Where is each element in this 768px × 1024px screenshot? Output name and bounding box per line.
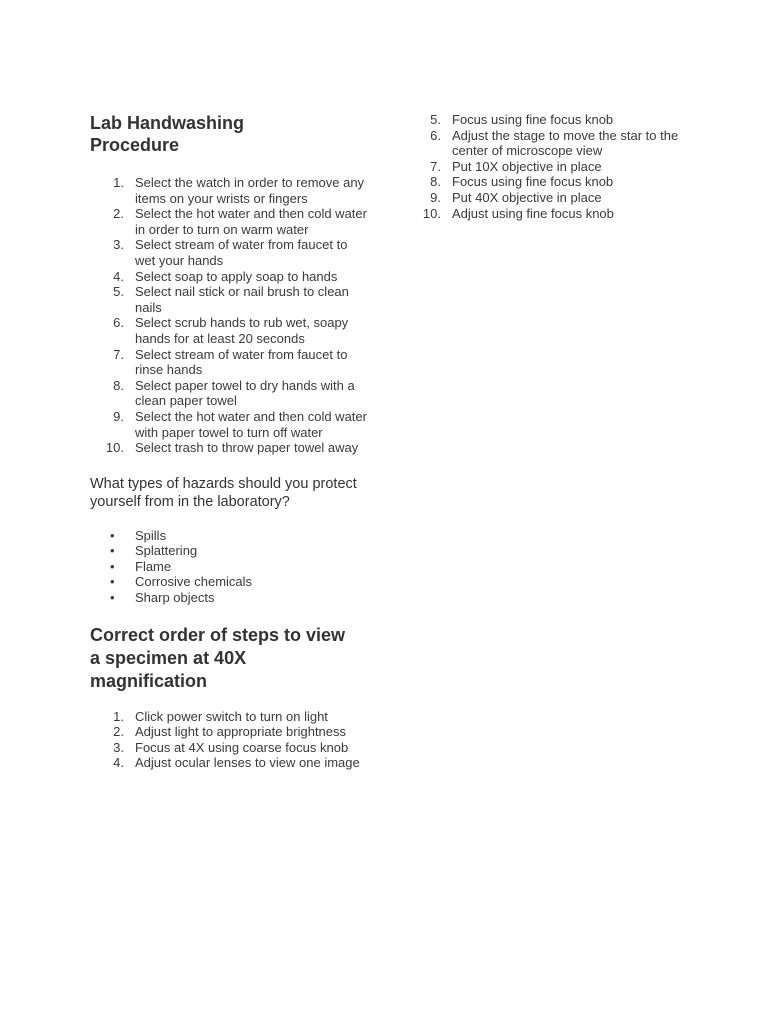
list-item: [90, 237, 370, 268]
list-number: 5.: [113, 284, 124, 300]
list-number: 1.: [113, 708, 124, 724]
list-number: 2.: [113, 206, 124, 222]
list-item: [90, 206, 370, 237]
list-item: [90, 574, 370, 590]
list-item: [407, 206, 697, 222]
hazards-list: [90, 528, 370, 606]
list-number: 3.: [113, 237, 124, 253]
list-item: [90, 543, 370, 559]
list-item-text: Click power switch to turn on light: [135, 708, 328, 724]
list-item: [90, 590, 370, 606]
list-item: [90, 755, 370, 771]
microscope-steps-list: [90, 709, 370, 771]
bullet-icon: •: [110, 574, 115, 590]
list-number: 10.: [105, 440, 124, 456]
list-item: [90, 740, 370, 756]
list-item: [90, 315, 370, 346]
list-number: 8.: [430, 174, 441, 190]
list-number: 6.: [430, 127, 441, 143]
list-item-text: Flame: [135, 558, 172, 574]
list-item: [90, 269, 370, 285]
list-number: 7.: [113, 346, 124, 362]
list-item-text: Select trash to throw paper towel away: [135, 440, 359, 456]
list-item: [90, 559, 370, 575]
list-item-text: Focus using fine focus knob: [452, 112, 614, 127]
hazards-question: What types of hazards should you protect yourself from in the laboratory?: [90, 475, 357, 510]
list-item-text: Select nail stick or nail brush to clean nails: [135, 284, 349, 315]
list-item-text: Sharp objects: [135, 590, 215, 606]
list-item-text: Adjust using fine focus knob: [452, 205, 614, 221]
handwashing-steps-list: [90, 175, 370, 456]
list-item: [407, 112, 697, 128]
list-item-text: Select stream of water from faucet to rinse hands: [135, 346, 348, 378]
handwashing-title: Lab Handwashing Procedure: [90, 113, 245, 155]
list-number: 9.: [430, 189, 441, 205]
microscope-title: Correct order of steps to view a specimen at 40X magnification: [90, 624, 346, 691]
list-item: [90, 724, 370, 740]
list-item: [90, 528, 370, 544]
list-item: [407, 128, 697, 159]
list-item: [90, 409, 370, 440]
list-item-text: Put 40X objective in place: [452, 189, 602, 205]
list-item-text: Splattering: [135, 543, 198, 559]
list-number: 6.: [113, 315, 124, 331]
list-item-text: Focus using fine focus knob: [452, 174, 614, 190]
list-number: 3.: [113, 739, 124, 755]
microscope-steps-list-continued: [407, 112, 697, 221]
list-item: [407, 174, 697, 190]
list-item-text: Put 10X objective in place: [452, 158, 602, 174]
list-item-text: Select stream of water from faucet to wet your hands: [135, 237, 348, 268]
list-number: 8.: [113, 377, 124, 393]
list-item-text: Select scrub hands to rub wet, soapy hands for at least 20 seconds: [135, 315, 349, 346]
list-number: 7.: [430, 158, 441, 174]
bullet-icon: •: [110, 590, 115, 606]
list-number: 5.: [430, 112, 441, 127]
list-item-text: Select the hot water and then cold water in order to turn on warm water: [135, 206, 367, 237]
bullet-icon: •: [110, 543, 115, 559]
list-number: 10.: [422, 205, 441, 221]
bullet-icon: •: [110, 527, 115, 543]
list-item: [90, 709, 370, 725]
list-number: 9.: [113, 408, 124, 424]
list-item: [90, 347, 370, 378]
list-item-text: Select the hot water and then cold water with paper towel to turn off water: [135, 408, 367, 440]
list-number: 4.: [113, 755, 124, 771]
bullet-icon: •: [110, 558, 115, 574]
list-number: 2.: [113, 724, 124, 740]
list-item-text: Adjust the stage to move the star to the center of microscope view: [452, 127, 679, 159]
list-item-text: Adjust light to appropriate brightness: [135, 724, 347, 740]
list-item-text: Focus at 4X using coarse focus knob: [135, 739, 349, 755]
list-item-text: Select paper towel to dry hands with a clean paper towel: [135, 377, 355, 409]
left-column: [90, 112, 370, 771]
list-item: [90, 440, 370, 456]
list-number: 4.: [113, 268, 124, 284]
list-item: [407, 159, 697, 175]
list-item-text: Adjust ocular lenses to view one image: [135, 755, 360, 771]
list-item-text: Select soap to apply soap to hands: [135, 268, 338, 284]
list-item-text: Spills: [135, 527, 167, 543]
list-item: [407, 190, 697, 206]
list-item-text: Select the watch in order to remove any items on your wrists or fingers: [135, 175, 365, 206]
right-column: [407, 112, 697, 221]
list-item: [90, 284, 370, 315]
list-item: [90, 378, 370, 409]
list-number: 1.: [113, 175, 124, 190]
list-item-text: Corrosive chemicals: [135, 574, 253, 590]
list-item: [90, 175, 370, 206]
